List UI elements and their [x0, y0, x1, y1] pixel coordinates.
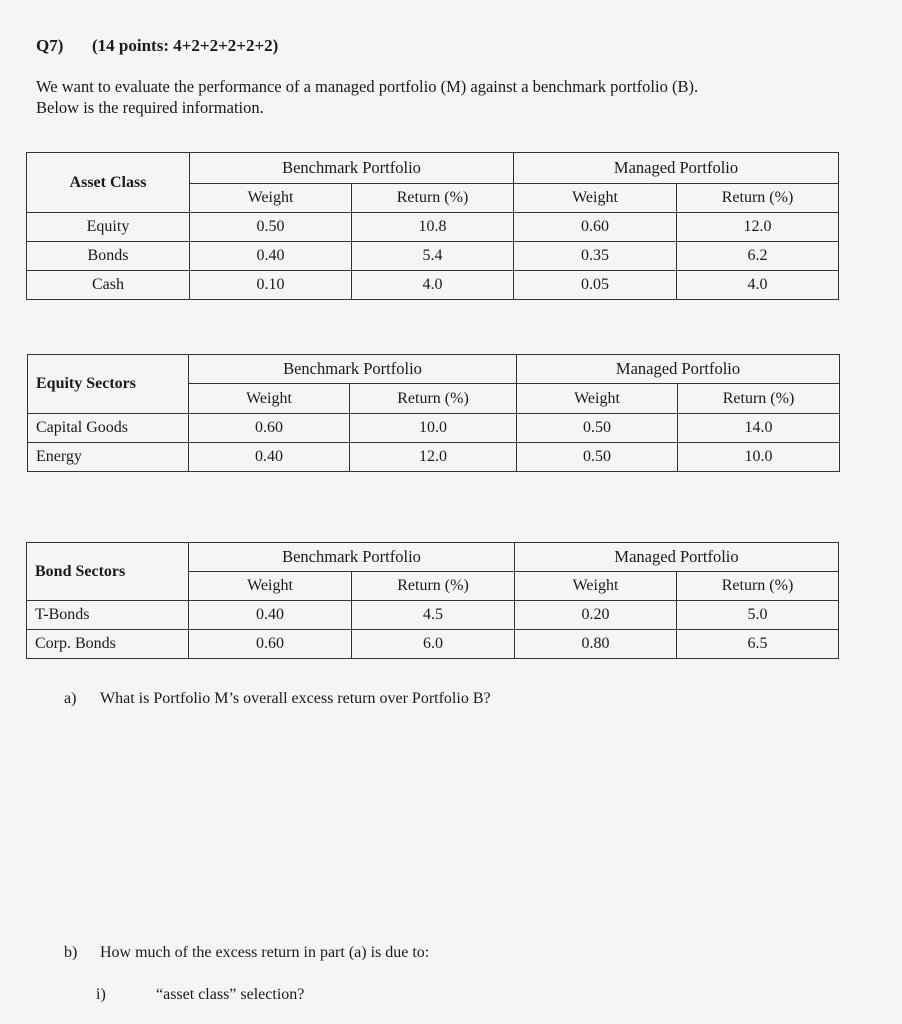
benchmark-weight: 0.50 — [190, 213, 352, 242]
row-name: Cash — [27, 271, 190, 300]
benchmark-weight: 0.10 — [190, 271, 352, 300]
table-row — [27, 271, 839, 300]
table-row — [27, 213, 839, 242]
benchmark-header: Benchmark Portfolio — [190, 153, 514, 184]
managed-return: 6.2 — [677, 242, 839, 271]
benchmark-return: 12.0 — [350, 443, 517, 472]
managed-weight: 0.05 — [514, 271, 677, 300]
return-header: Return (%) — [677, 572, 839, 601]
benchmark-return: 6.0 — [352, 630, 515, 659]
bond-sectors-table — [26, 542, 839, 659]
managed-return: 12.0 — [677, 213, 839, 242]
part-b-i — [96, 986, 304, 1004]
managed-return: 6.5 — [677, 630, 839, 659]
table-label: Asset Class — [27, 153, 190, 213]
table-row — [28, 414, 840, 443]
table-row — [27, 242, 839, 271]
part-b-i-letter: i) — [96, 986, 106, 1003]
row-name: Bonds — [27, 242, 190, 271]
row-name: T-Bonds — [27, 601, 189, 630]
table-row — [28, 443, 840, 472]
part-a-text: What is Portfolio M’s overall excess return over Portfolio B? — [100, 690, 491, 707]
asset-class-table — [26, 152, 839, 300]
benchmark-return: 10.0 — [350, 414, 517, 443]
part-b-letter: b) — [64, 944, 78, 961]
table-row — [27, 630, 839, 659]
question-intro — [36, 76, 856, 118]
managed-return: 5.0 — [677, 601, 839, 630]
managed-weight: 0.35 — [514, 242, 677, 271]
row-name: Equity — [27, 213, 190, 242]
return-header: Return (%) — [352, 184, 514, 213]
benchmark-return: 5.4 — [352, 242, 514, 271]
benchmark-weight: 0.40 — [189, 601, 352, 630]
benchmark-return: 4.0 — [352, 271, 514, 300]
managed-header: Managed Portfolio — [517, 355, 840, 384]
weight-header: Weight — [189, 572, 352, 601]
benchmark-header: Benchmark Portfolio — [189, 543, 515, 572]
weight-header: Weight — [515, 572, 677, 601]
managed-return: 10.0 — [678, 443, 840, 472]
return-header: Return (%) — [677, 184, 839, 213]
benchmark-return: 10.8 — [352, 213, 514, 242]
weight-header: Weight — [189, 384, 350, 414]
return-header: Return (%) — [678, 384, 840, 414]
question-header — [36, 36, 278, 56]
row-name: Capital Goods — [28, 414, 189, 443]
managed-weight: 0.20 — [515, 601, 677, 630]
table-row — [27, 601, 839, 630]
row-name: Energy — [28, 443, 189, 472]
part-b-text: How much of the excess return in part (a) is due to: — [100, 944, 430, 961]
managed-header: Managed Portfolio — [514, 153, 839, 184]
row-name: Corp. Bonds — [27, 630, 189, 659]
intro-line-1: We want to evaluate the performance of a managed portfolio (M) against a benchmark portfolio (B). — [36, 77, 699, 96]
weight-header: Weight — [514, 184, 677, 213]
table-label: Equity Sectors — [28, 355, 189, 414]
weight-header: Weight — [517, 384, 678, 414]
benchmark-weight: 0.60 — [189, 630, 352, 659]
part-b — [64, 944, 429, 962]
equity-sectors-table — [27, 354, 840, 472]
intro-line-2: Below is the required information. — [36, 98, 264, 117]
managed-weight: 0.50 — [517, 414, 678, 443]
benchmark-weight: 0.60 — [189, 414, 350, 443]
table-label: Bond Sectors — [27, 543, 189, 601]
question-number: Q7) — [36, 36, 64, 55]
part-a-letter: a) — [64, 690, 77, 707]
question-points: (14 points: 4+2+2+2+2+2) — [92, 36, 279, 55]
benchmark-weight: 0.40 — [190, 242, 352, 271]
managed-return: 14.0 — [678, 414, 840, 443]
return-header: Return (%) — [350, 384, 517, 414]
benchmark-header: Benchmark Portfolio — [189, 355, 517, 384]
part-a — [64, 690, 491, 708]
weight-header: Weight — [190, 184, 352, 213]
benchmark-weight: 0.40 — [189, 443, 350, 472]
managed-weight: 0.50 — [517, 443, 678, 472]
managed-weight: 0.80 — [515, 630, 677, 659]
benchmark-return: 4.5 — [352, 601, 515, 630]
return-header: Return (%) — [352, 572, 515, 601]
managed-weight: 0.60 — [514, 213, 677, 242]
managed-return: 4.0 — [677, 271, 839, 300]
part-b-i-text: “asset class” selection? — [156, 986, 305, 1003]
managed-header: Managed Portfolio — [515, 543, 839, 572]
